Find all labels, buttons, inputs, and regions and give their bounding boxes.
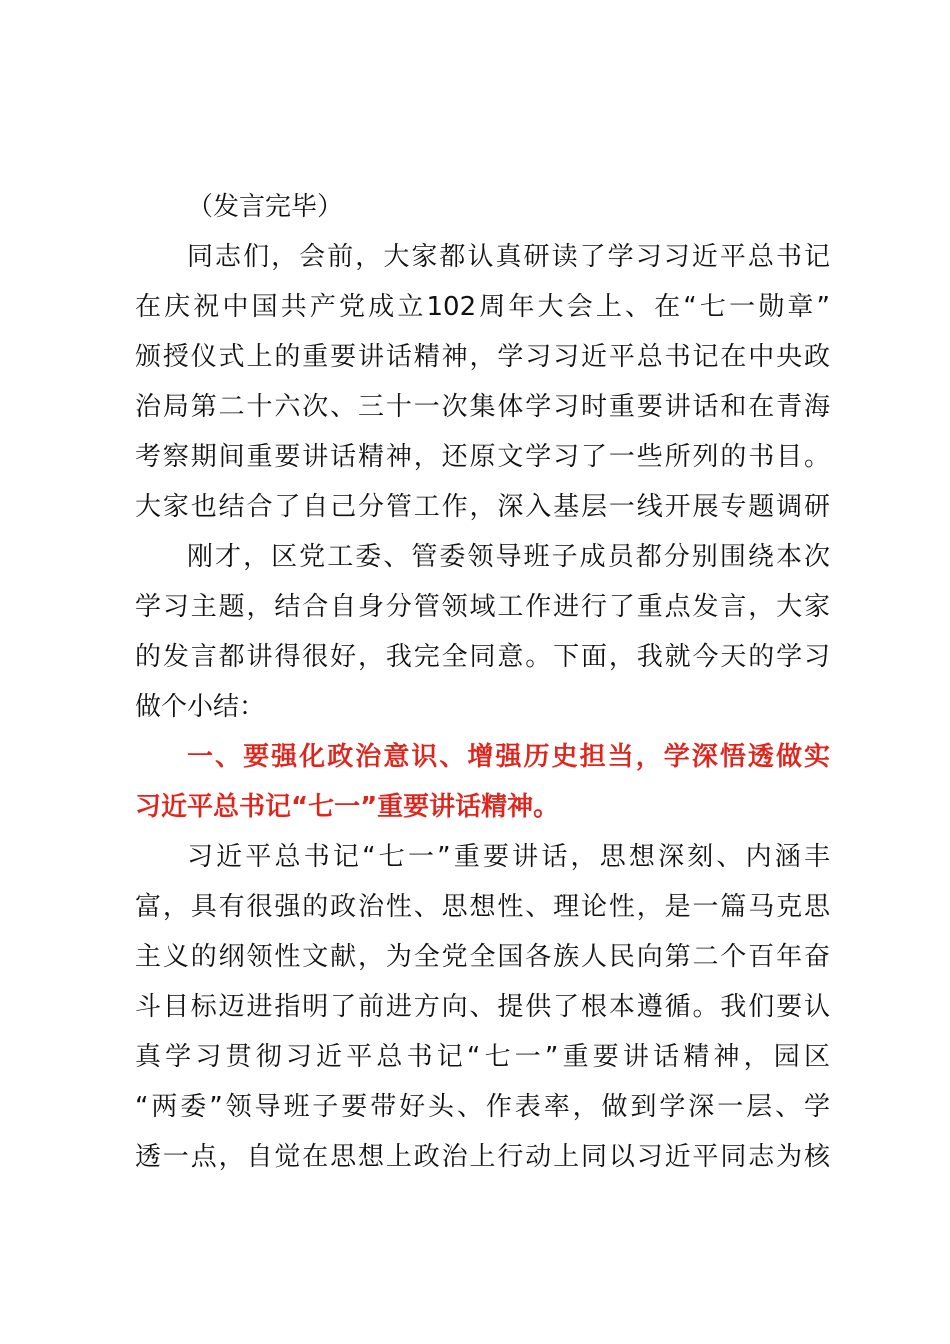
paragraph-line: 治局第二十六次、三十一次集体学习时重要讲话和在青海 [135,392,830,422]
paragraph-line: 斗目标迈进指明了前进方向、提供了根本遵循。我们要认 [135,992,830,1022]
document-body [135,182,830,1182]
paragraph-line: 颁授仪式上的重要讲话精神，学习习近平总书记在中央政 [135,342,830,372]
paragraph-line: 真学习贯彻习近平总书记“七一”重要讲话精神，园区 [135,1042,830,1072]
paragraph-line: “两委”领导班子要带好头、作表率，做到学深一层、学 [135,1092,830,1122]
closing-remark: （发言完毕） [187,192,344,222]
paragraph-line: 主义的纲领性文献，为全党全国各族人民向第二个百年奋 [135,942,830,972]
section-heading: 习近平总书记“七一”重要讲话精神。 [135,792,560,822]
paragraph-line: 透一点，自觉在思想上政治上行动上同以习近平同志为核 [135,1142,830,1172]
paragraph-line: 同志们，会前，大家都认真研读了学习习近平总书记 [187,242,830,272]
paragraph-line: 习近平总书记“七一”重要讲话，思想深刻、内涵丰 [187,842,830,872]
section-heading: 一、要强化政治意识、增强历史担当，学深悟透做实 [187,742,830,772]
paragraph-line: 学习主题，结合自身分管领域工作进行了重点发言，大家 [135,592,830,622]
paragraph-line: 在庆祝中国共产党成立102周年大会上、在“七一勋章” [135,292,830,322]
paragraph-line: 刚才，区党工委、管委领导班子成员都分别围绕本次 [187,542,830,572]
paragraph-line: 富，具有很强的政治性、思想性、理论性，是一篇马克思 [135,892,830,922]
paragraph-line: 大家也结合了自己分管工作，深入基层一线开展专题调研 [135,492,830,522]
paragraph-line: 的发言都讲得很好，我完全同意。下面，我就今天的学习 [135,642,830,672]
paragraph-line: 做个小结： [135,692,266,722]
paragraph-line: 考察期间重要讲话精神，还原文学习了一些所列的书目。 [135,442,830,472]
